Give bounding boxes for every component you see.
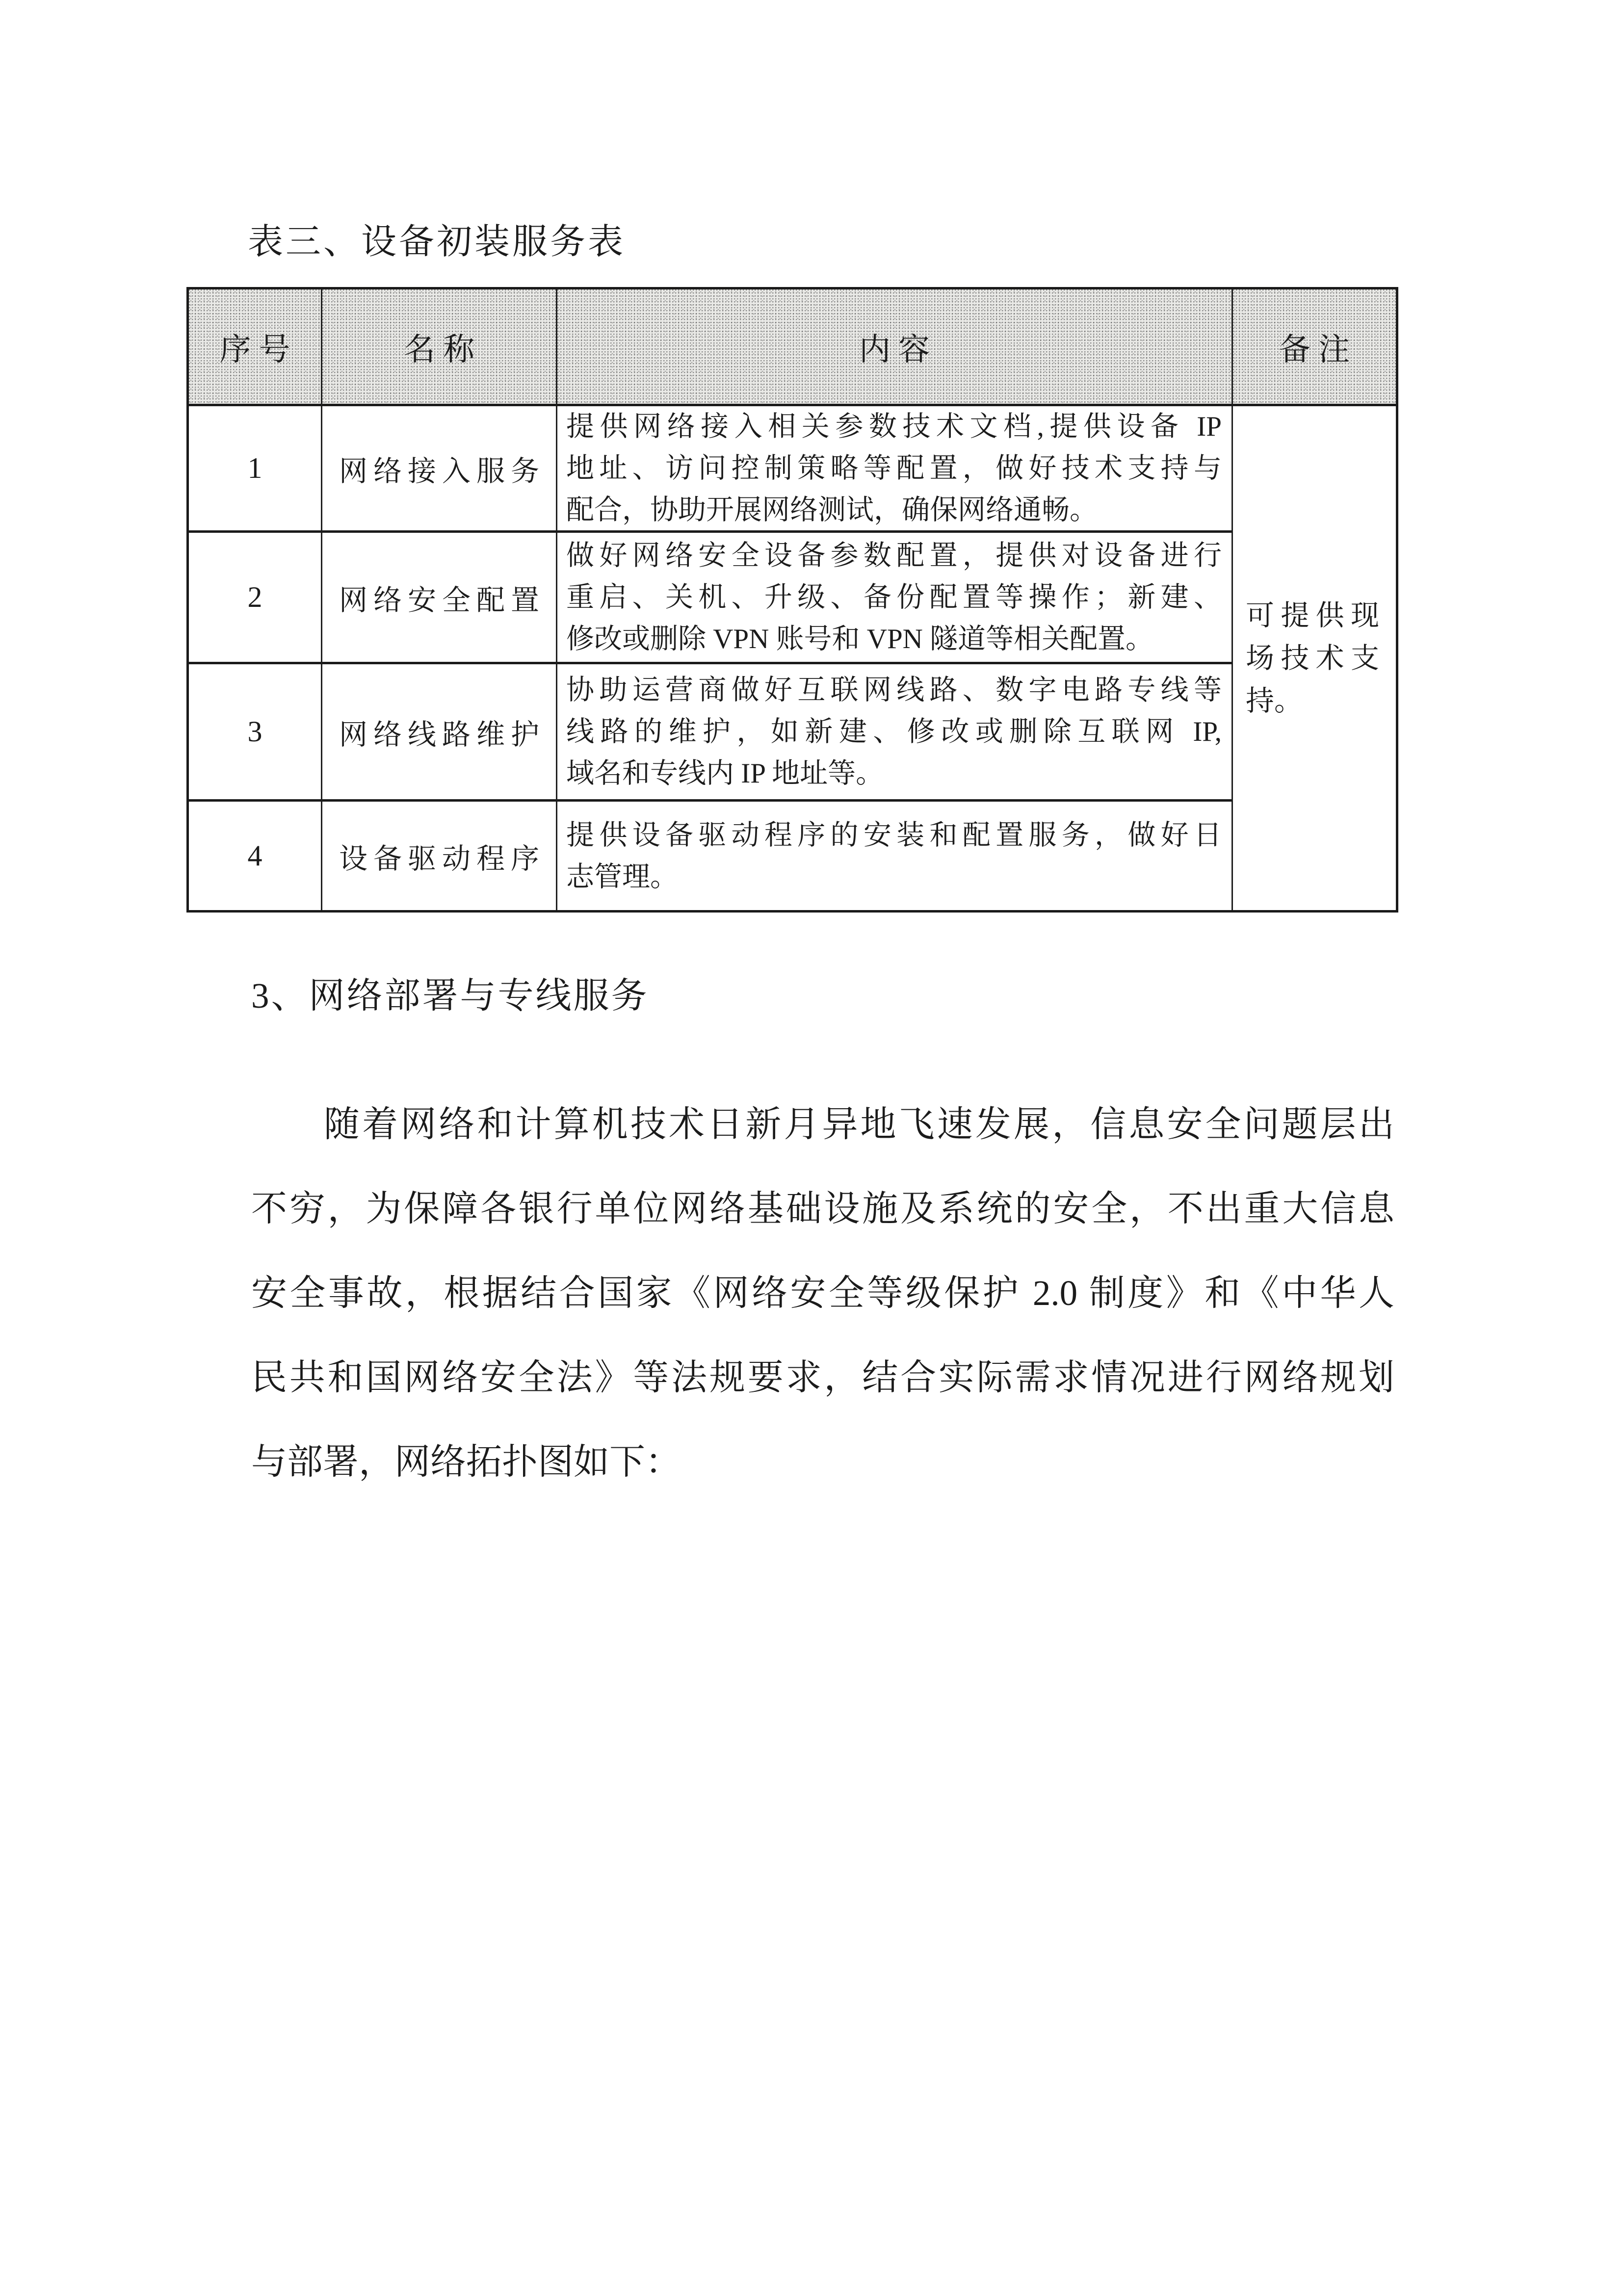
- content-line: 线路的维护，如新建、修改或删除互联网 IP,: [566, 716, 1222, 747]
- paragraph-line: 不穷，为保障各银行单位网络基础设施及系统的安全，不出重大信息: [251, 1189, 1394, 1228]
- table-row-3-content: [557, 664, 1233, 802]
- body-paragraph: [251, 1082, 1394, 1504]
- table-row-3-name: 网络线路维护: [322, 664, 557, 802]
- table-row-2-name: 网络安全配置: [322, 533, 557, 664]
- table-row-4-no: 4: [189, 802, 322, 910]
- content-line: 配合，协助开展网络测试，确保网络通畅。: [566, 495, 1098, 525]
- table-row-1-no: 1: [189, 406, 322, 533]
- table-row-1-content: [557, 406, 1233, 533]
- table-row-2-no: 2: [189, 533, 322, 664]
- table-row-3-no: 3: [189, 664, 322, 802]
- section-heading: 3、网络部署与专线服务: [251, 976, 649, 1016]
- content-line: 地址、访问控制策略等配置，做好技术支持与: [566, 453, 1222, 484]
- table-header-no: 序号: [189, 289, 322, 406]
- table-header-remark: 备注: [1233, 289, 1396, 406]
- content-line: 域名和专线内 IP 地址等。: [566, 758, 884, 789]
- paragraph-line: 安全事故，根据结合国家《网络安全等级保护 2.0 制度》和《中华人: [251, 1273, 1394, 1313]
- paragraph-line: 随着网络和计算机技术日新月异地飞速发展，信息安全问题层出: [324, 1104, 1394, 1144]
- paragraph-line: 民共和国网络安全法》等法规要求，结合实际需求情况进行网络规划: [251, 1357, 1394, 1397]
- content-line: 做好网络安全设备参数配置，提供对设备进行: [566, 540, 1222, 571]
- paragraph-line: 与部署，网络拓扑图如下：: [251, 1442, 681, 1482]
- service-table: [186, 287, 1398, 913]
- remark-note: 可提供现场技术支持。: [1246, 600, 1379, 717]
- table-row-1-name: 网络接入服务: [322, 406, 557, 533]
- content-line: 修改或删除 VPN 账号和 VPN 隧道等相关配置。: [566, 624, 1154, 654]
- table-row-4-content: [557, 802, 1233, 910]
- table-header-name: 名称: [322, 289, 557, 406]
- table-header-content: 内容: [557, 289, 1233, 406]
- table-row-4-name: 设备驱动程序: [322, 802, 557, 910]
- content-line: 提供网络接入相关参数技术文档,提供设备 IP: [566, 411, 1222, 442]
- content-line: 协助运营商做好互联网线路、数字电路专线等: [566, 675, 1222, 705]
- content-line: 志管理。: [566, 861, 678, 892]
- table-caption: 表三、设备初装服务表: [248, 222, 626, 261]
- content-line: 重启、关机、升级、备份配置等操作；新建、: [566, 582, 1222, 613]
- table-remark-cell: [1233, 406, 1396, 910]
- table-row-2-content: [557, 533, 1233, 664]
- content-line: 提供设备驱动程序的安装和配置服务，做好日: [566, 819, 1222, 851]
